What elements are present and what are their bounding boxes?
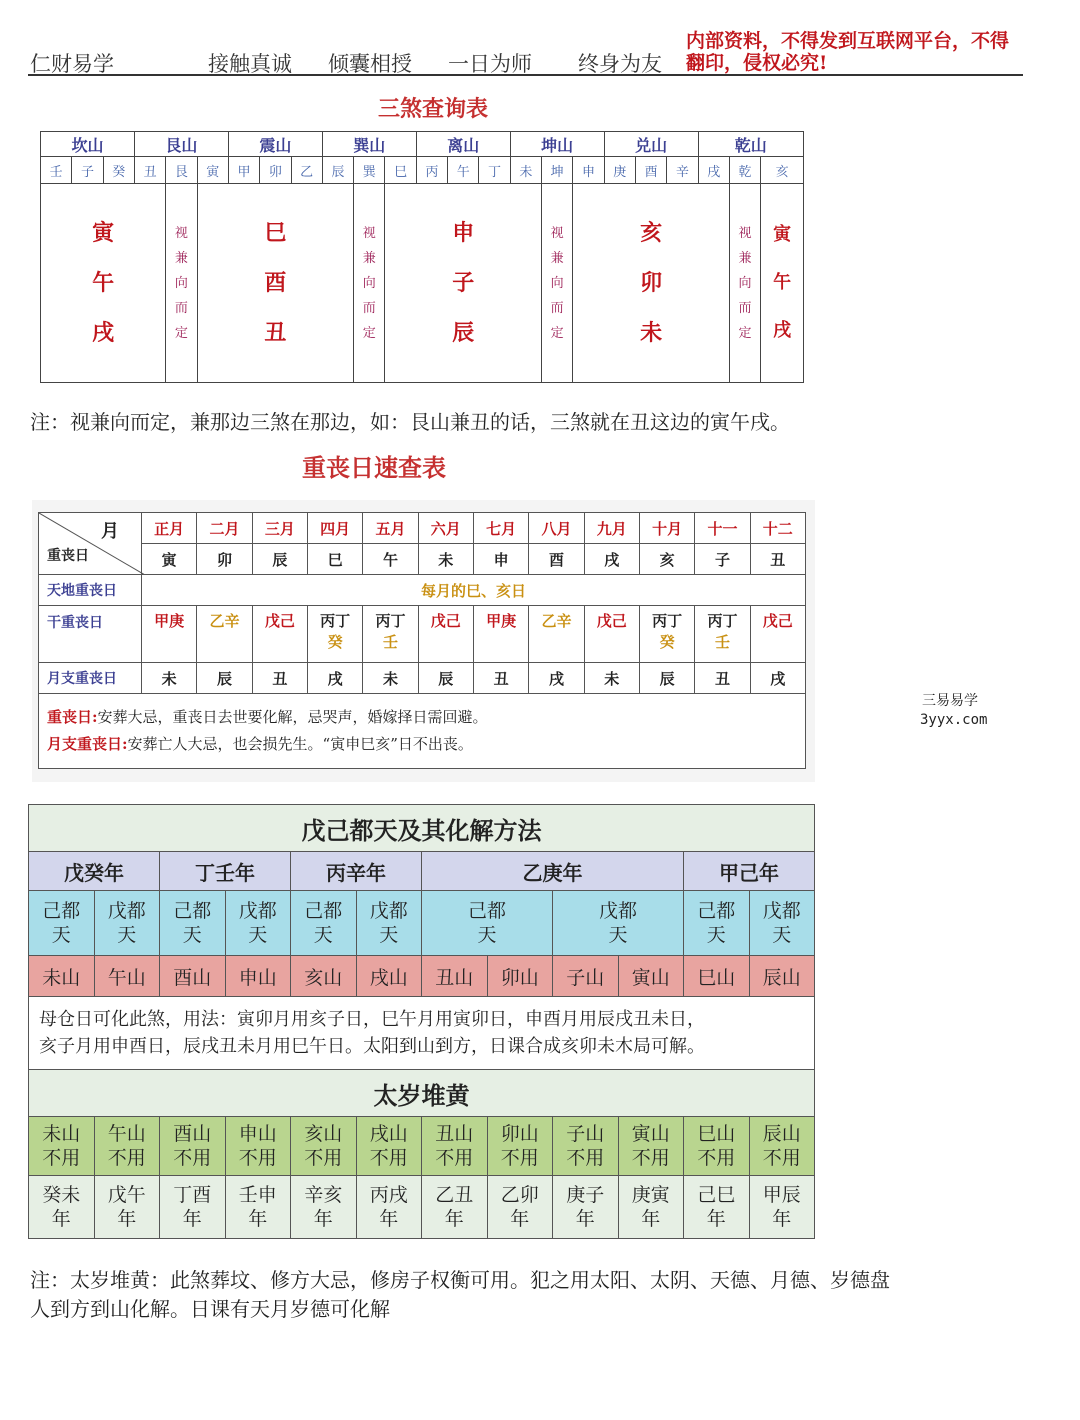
taisui-mountain: 酉山 不用: [160, 1117, 226, 1176]
zhi-cell: 未: [584, 663, 639, 694]
mountain-header: 乾山: [698, 132, 803, 157]
taisui-mountain: 巳山 不用: [684, 1117, 750, 1176]
taisui-mountain: 亥山 不用: [291, 1117, 357, 1176]
mountain-header: 巽山: [322, 132, 416, 157]
sansha-group-3: 申 子 辰: [385, 184, 542, 383]
dutian-cell: 己都 天: [29, 891, 95, 956]
month-branch: 午: [363, 544, 418, 575]
taisui-mountain: 子山 不用: [553, 1117, 619, 1176]
wuji-title: 戊己都天及其化解方法: [29, 805, 815, 852]
taisui-year: 丙戌 年: [356, 1176, 422, 1239]
taisui-year: 戊午 年: [94, 1176, 160, 1239]
sub-direction: 甲: [228, 157, 259, 184]
sub-direction: 辰: [322, 157, 353, 184]
watermark-name: 三易易学: [922, 693, 978, 709]
dutian-cell: 戊都 天: [94, 891, 160, 956]
taisui-mountain: 戌山 不用: [356, 1117, 422, 1176]
sub-direction: 巽: [354, 157, 385, 184]
taisui-mountain: 丑山 不用: [422, 1117, 488, 1176]
mountain-cell: 申山: [225, 956, 291, 997]
sansha-group-1: 寅 午 戌: [41, 184, 166, 383]
mountain-header: 艮山: [134, 132, 228, 157]
zhi-cell: 辰: [418, 663, 473, 694]
sub-direction: 乙: [291, 157, 322, 184]
zhi-cell: 丑: [473, 663, 528, 694]
zhi-cell: 戌: [750, 663, 805, 694]
gan-cell: 甲庚: [142, 606, 197, 663]
sub-direction: 亥: [761, 157, 804, 184]
taisui-year: 壬申 年: [225, 1176, 291, 1239]
month-branch: 辰: [252, 544, 307, 575]
header-divider: [28, 74, 1023, 76]
note2-label: 月支重丧日:: [47, 735, 128, 753]
gan-cell: 戊己: [584, 606, 639, 663]
month-header: 四月: [307, 513, 362, 544]
mountain-cell: 寅山: [618, 956, 684, 997]
year-group: 丁壬年: [160, 852, 291, 891]
gan-cell: 甲庚: [473, 606, 528, 663]
dutian-cell: 戊都 天: [356, 891, 422, 956]
watermark-url: 3yyx.com: [920, 712, 988, 728]
dutian-cell: 戊都 天: [225, 891, 291, 956]
month-header: 七月: [473, 513, 528, 544]
note1-text: 安葬大忌，重丧日去世要化解，忌哭声，婚嫁择日需回避。: [97, 708, 488, 726]
gan-cell: 戊己: [252, 606, 307, 663]
mountain-cell: 辰山: [749, 956, 815, 997]
year-group: 甲己年: [684, 852, 815, 891]
header-motto-4: 一日为师: [448, 52, 532, 76]
taisui-mountain: 寅山 不用: [618, 1117, 684, 1176]
gan-cell: 丙丁 壬: [363, 606, 418, 663]
taisui-mountain: 未山 不用: [29, 1117, 95, 1176]
gan-cell: 乙辛: [529, 606, 584, 663]
gan-cell: 丙丁 癸: [307, 606, 362, 663]
month-header: 二月: [197, 513, 252, 544]
taisui-year: 乙丑 年: [422, 1176, 488, 1239]
sub-direction: 壬: [41, 157, 72, 184]
copyright-warning: 内部资料，不得发到互联网平台，不得翻印，侵权必究!: [686, 30, 1010, 74]
sub-direction: 丑: [134, 157, 165, 184]
month-header: 十二: [750, 513, 805, 544]
month-header: 正月: [142, 513, 197, 544]
header-motto-5: 终身为友: [578, 52, 662, 76]
chongsang-notes: [39, 694, 806, 769]
mountain-header: 坎山: [41, 132, 135, 157]
dutian-cell: 己都 天: [160, 891, 226, 956]
month-header: 九月: [584, 513, 639, 544]
zhi-cell: 辰: [197, 663, 252, 694]
mountain-header: 坤山: [510, 132, 604, 157]
dutian-cell: 戊都 天: [553, 891, 684, 956]
year-group: 丙辛年: [291, 852, 422, 891]
mountain-cell: 亥山: [291, 956, 357, 997]
zhi-cell: 戌: [529, 663, 584, 694]
sub-direction: 酉: [635, 157, 666, 184]
mountain-cell: 午山: [94, 956, 160, 997]
sub-direction: 癸: [103, 157, 134, 184]
mountain-header: 兑山: [604, 132, 698, 157]
mountain-cell: 丑山: [422, 956, 488, 997]
mountain-header: 震山: [228, 132, 322, 157]
sub-direction: 丙: [416, 157, 447, 184]
depend-note-3: 视 兼 向 而 定: [542, 184, 573, 383]
month-branch: 巳: [307, 544, 362, 575]
mountain-cell: 未山: [29, 956, 95, 997]
taisui-mountain: 辰山 不用: [749, 1117, 815, 1176]
month-header: 五月: [363, 513, 418, 544]
sub-direction: 巳: [385, 157, 416, 184]
depend-note-4: 视 兼 向 而 定: [729, 184, 760, 383]
corner-cell: [39, 513, 142, 575]
dutian-cell: 戊都 天: [749, 891, 815, 956]
sub-direction: 寅: [197, 157, 228, 184]
header-motto-2: 接触真诚: [208, 52, 292, 76]
zhi-label: 月支重丧日: [39, 663, 142, 694]
zhi-cell: 辰: [639, 663, 694, 694]
sansha-table: [40, 131, 804, 383]
taisui-mountain: 申山 不用: [225, 1117, 291, 1176]
zhi-cell: 未: [363, 663, 418, 694]
zhi-cell: 丑: [695, 663, 750, 694]
mountain-cell: 巳山: [684, 956, 750, 997]
chongsang-table: [38, 512, 806, 769]
taisui-title: 太岁堆黄: [29, 1070, 815, 1117]
mountain-cell: 子山: [553, 956, 619, 997]
corner-day-label: 重丧日: [47, 548, 89, 564]
sub-direction: 辛: [667, 157, 698, 184]
dutian-cell: 己都 天: [684, 891, 750, 956]
taisui-year: 甲辰 年: [749, 1176, 815, 1239]
header-motto-3: 倾囊相授: [328, 52, 412, 76]
sansha-title: 三煞查询表: [378, 96, 489, 122]
sub-direction: 未: [510, 157, 541, 184]
month-branch: 子: [695, 544, 750, 575]
wuji-method: 母仓日可化此煞，用法：寅卯月用亥子日，巳午月用寅卯日，申酉月用辰戌丑未日， 亥子月用申酉日，辰戌丑未月用巳午日。太阳到山到方，日课合成亥卯未木局可解。: [29, 997, 815, 1070]
wuji-table: [28, 804, 815, 1239]
corner-month-label: 月: [101, 521, 119, 542]
sub-direction: 戌: [698, 157, 729, 184]
taisui-mountain: 午山 不用: [94, 1117, 160, 1176]
mountain-cell: 戌山: [356, 956, 422, 997]
month-branch: 卯: [197, 544, 252, 575]
gan-label: 干重丧日: [39, 606, 142, 663]
sub-direction: 丁: [479, 157, 510, 184]
taisui-year: 己巳 年: [684, 1176, 750, 1239]
chongsang-title: 重丧日速查表: [302, 453, 446, 482]
taisui-mountain: 卯山 不用: [487, 1117, 553, 1176]
header-motto-1: 仁财易学: [30, 52, 114, 76]
zhi-cell: 戌: [307, 663, 362, 694]
note2-text: 安葬亡人大忌，也会损先生。“寅申巳亥”日不出丧。: [127, 735, 473, 753]
taisui-year: 癸未 年: [29, 1176, 95, 1239]
diagonal-line: [39, 513, 145, 575]
month-header: 十月: [639, 513, 694, 544]
tiandi-value: 每月的巳、亥日: [142, 575, 806, 606]
gan-cell: 丙丁 癸: [639, 606, 694, 663]
tiandi-label: 天地重丧日: [39, 575, 142, 606]
month-branch: 丑: [750, 544, 805, 575]
sub-direction: 卯: [260, 157, 291, 184]
taisui-year: 乙卯 年: [487, 1176, 553, 1239]
gan-cell: 乙辛: [197, 606, 252, 663]
depend-note-2: 视 兼 向 而 定: [354, 184, 385, 383]
month-header: 十一: [695, 513, 750, 544]
taisui-year: 丁酉 年: [160, 1176, 226, 1239]
month-branch: 申: [473, 544, 528, 575]
sub-direction: 艮: [166, 157, 197, 184]
dutian-cell: 己都 天: [291, 891, 357, 956]
month-header: 三月: [252, 513, 307, 544]
taisui-year: 庚子 年: [553, 1176, 619, 1239]
sansha-group-4: 亥 卯 未: [573, 184, 730, 383]
sub-direction: 坤: [542, 157, 573, 184]
year-group: 乙庚年: [422, 852, 684, 891]
month-branch: 酉: [529, 544, 584, 575]
sub-direction: 午: [448, 157, 479, 184]
mountain-header: 离山: [416, 132, 510, 157]
taisui-year: 庚寅 年: [618, 1176, 684, 1239]
sub-direction: 乾: [729, 157, 760, 184]
month-branch: 亥: [639, 544, 694, 575]
sansha-group-5: 寅 午 戌: [761, 184, 804, 383]
month-header: 八月: [529, 513, 584, 544]
month-branch: 戌: [584, 544, 639, 575]
depend-note-1: 视 兼 向 而 定: [166, 184, 197, 383]
month-branch: 寅: [142, 544, 197, 575]
zhi-cell: 未: [142, 663, 197, 694]
gan-cell: 戊己: [418, 606, 473, 663]
mountain-cell: 酉山: [160, 956, 226, 997]
zhi-cell: 丑: [252, 663, 307, 694]
taisui-year: 辛亥 年: [291, 1176, 357, 1239]
gan-cell: 戊己: [750, 606, 805, 663]
gan-cell: 丙丁 壬: [695, 606, 750, 663]
month-branch: 未: [418, 544, 473, 575]
note1-label: 重丧日:: [47, 708, 98, 726]
sub-direction: 申: [573, 157, 604, 184]
taisui-note: 注：太岁堆黄：此煞葬坟、修方大忌，修房子权衡可用。犯之用太阳、太阴、天德、月德、岁德盘 人到方到山化解。日课有天月岁德可化解: [30, 1268, 890, 1321]
sub-direction: 子: [72, 157, 103, 184]
dutian-cell: 己都 天: [422, 891, 553, 956]
year-group: 戊癸年: [29, 852, 160, 891]
sansha-note: 注：视兼向而定，兼那边三煞在那边，如：艮山兼丑的话，三煞就在丑这边的寅午戌。: [30, 410, 790, 434]
mountain-cell: 卯山: [487, 956, 553, 997]
month-header: 六月: [418, 513, 473, 544]
sub-direction: 庚: [604, 157, 635, 184]
sansha-group-2: 巳 酉 丑: [197, 184, 354, 383]
